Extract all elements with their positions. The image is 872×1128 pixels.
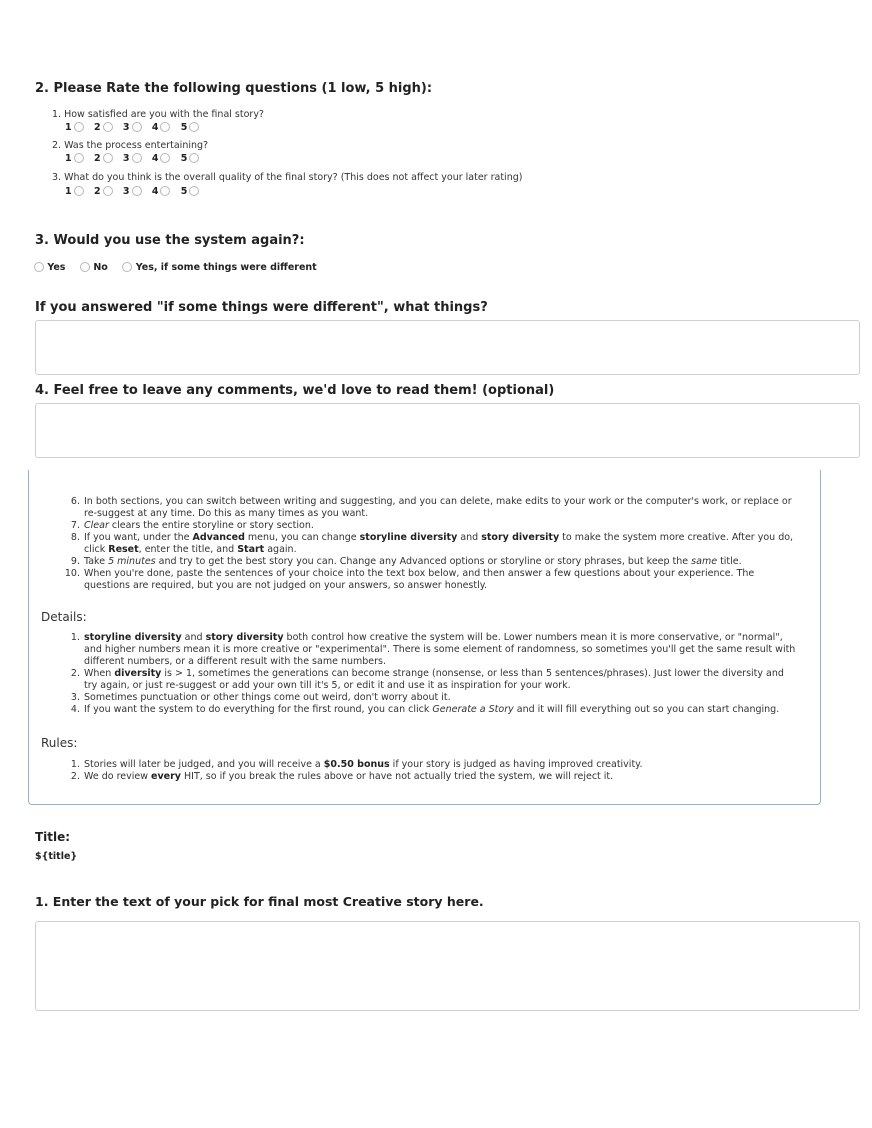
instructions-panel — [28, 470, 821, 805]
text: When — [84, 668, 115, 679]
q2-scale-2 — [65, 153, 206, 164]
list-item — [59, 520, 819, 532]
rating-radio-4[interactable] — [160, 122, 170, 132]
bold-text: Start — [237, 544, 265, 555]
scale-label: 1 — [65, 153, 72, 164]
q3-title: 3. Would you use the system again?: — [35, 233, 305, 248]
bold-text: story diversity — [481, 532, 560, 543]
rating-radio-1[interactable] — [74, 122, 84, 132]
item-number: 1. — [70, 632, 80, 643]
text: clears the entire storyline or story section. — [108, 520, 314, 531]
q4-title: 4. Feel free to leave any comments, we'd love to read them! (optional) — [35, 383, 555, 398]
radio-icon[interactable] — [34, 262, 44, 272]
bold-text: storyline diversity — [359, 532, 458, 543]
scale-label: 2 — [93, 153, 101, 164]
rating-radio-1[interactable] — [74, 186, 84, 196]
scale-label: 5 — [180, 122, 188, 133]
scale-label: 3 — [122, 122, 130, 133]
italic-text: Clear — [84, 520, 109, 531]
rating-radio-1[interactable] — [74, 153, 84, 163]
rating-radio-5[interactable] — [189, 122, 199, 132]
text: If you want, under the — [84, 532, 193, 543]
text: Stories will later be judged, and you will receive a — [84, 759, 324, 770]
item-number: 1. — [70, 759, 80, 770]
q1-title: 1. Enter the text of your pick for final most Creative story here. — [35, 894, 484, 909]
scale-label: 4 — [151, 122, 159, 133]
rating-radio-2[interactable] — [103, 153, 113, 163]
italic-text: 5 minutes — [108, 556, 156, 567]
text: and try to get the best story you can. Change any Advanced options or storyline or story phrases, but keep the — [155, 556, 692, 567]
bold-text: Advanced — [192, 532, 245, 543]
bold-text: story diversity — [205, 632, 284, 643]
scale-label: 5 — [180, 153, 188, 164]
option-yes[interactable] — [34, 262, 65, 273]
item-number: 4. — [70, 704, 80, 715]
scale-label: 2 — [93, 122, 101, 133]
option-yes-if-different[interactable] — [122, 262, 316, 273]
details-label: Details: — [41, 610, 87, 624]
scale-label: 3 — [122, 186, 130, 197]
bold-text: Reset — [108, 544, 139, 555]
text: and — [181, 632, 206, 643]
radio-icon[interactable] — [122, 262, 132, 272]
scale-label: 1 — [65, 186, 72, 197]
text: both control how creative the system will be. Lower numbers mean it is more conservative, or "normal", — [283, 632, 783, 643]
rating-radio-3[interactable] — [132, 122, 142, 132]
line: questions are required, but you are not judged on your answers, so answer honestly. — [84, 580, 488, 591]
rating-radio-4[interactable] — [160, 153, 170, 163]
title-label: Title: — [35, 830, 71, 844]
scale-label: 4 — [151, 186, 159, 197]
text: HIT, so if you break the rules above or have not actually tried the system, we will reject it. — [180, 771, 614, 782]
text: if your story is judged as having improved creativity. — [389, 759, 643, 770]
italic-text: same — [691, 556, 718, 567]
line: re-suggest at any time. Do this as many times as you want. — [84, 508, 369, 519]
item-number: 7. — [70, 520, 80, 531]
line: try again, or just re-suggest or add your own till it's 5, or edit it and use it as inspiration for your work. — [84, 680, 571, 691]
steps-list — [59, 496, 819, 592]
list-item — [59, 556, 819, 568]
details-list — [59, 632, 819, 716]
line: In both sections, you can switch between writing and suggesting, and you can delete, make edits to your work or the computer's work, or replace or — [84, 496, 792, 507]
bold-text: every — [151, 771, 181, 782]
scale-label: 3 — [122, 153, 130, 164]
item-number: 10. — [64, 568, 80, 579]
bold-text: $0.50 bonus — [323, 759, 390, 770]
what-things-textarea[interactable] — [35, 320, 860, 375]
q2-title: 2. Please Rate the following questions (1 low, 5 high): — [35, 81, 433, 96]
bold-text: diversity — [114, 668, 162, 679]
scale-label: 5 — [180, 186, 188, 197]
list-item — [59, 632, 819, 668]
q2-item-3: 3. What do you think is the overall quality of the final story? (This does not affect your later rating) — [52, 172, 523, 183]
story-textarea[interactable] — [35, 921, 860, 1011]
item-number: 2. — [70, 771, 80, 782]
option-label: No — [93, 262, 108, 273]
text: We do review — [84, 771, 152, 782]
q2-scale-1 — [65, 122, 206, 133]
list-item — [59, 668, 819, 692]
text: and — [457, 532, 482, 543]
line: When you're done, paste the sentences of your choice into the text box below, and then answer a few questions about your experience. The — [84, 568, 755, 579]
list-item — [59, 759, 819, 771]
text: to make the system more creative. After you do, — [559, 532, 794, 543]
q2-item-1: 1. How satisfied are you with the final story? — [52, 109, 264, 120]
q2-item-2: 2. Was the process entertaining? — [52, 140, 209, 151]
q3-options — [34, 262, 317, 273]
rating-radio-2[interactable] — [103, 122, 113, 132]
text: Sometimes punctuation or other things come out weird, don't worry about it. — [84, 692, 451, 703]
text: , enter the title, and — [138, 544, 238, 555]
list-item — [59, 704, 819, 716]
radio-icon[interactable] — [80, 262, 90, 272]
option-label: Yes — [47, 262, 66, 273]
text: and it will fill everything out so you can start changing. — [513, 704, 780, 715]
item-number: 2. — [70, 668, 80, 679]
text: menu, you can change — [244, 532, 360, 543]
text: If you want the system to do everything for the first round, you can click — [84, 704, 433, 715]
rating-radio-5[interactable] — [189, 186, 199, 196]
text: Take — [84, 556, 109, 567]
scale-label: 4 — [151, 153, 159, 164]
rating-radio-4[interactable] — [160, 186, 170, 196]
comments-textarea[interactable] — [35, 403, 860, 458]
rating-radio-2[interactable] — [103, 186, 113, 196]
italic-text: Generate a Story — [432, 704, 514, 715]
q2-scale-3 — [65, 186, 206, 197]
item-number: 9. — [70, 556, 80, 567]
list-item — [59, 532, 819, 556]
rating-radio-3[interactable] — [132, 186, 142, 196]
title-value: ${title} — [35, 851, 78, 862]
rating-radio-5[interactable] — [189, 153, 199, 163]
rating-radio-3[interactable] — [132, 153, 142, 163]
scale-label: 1 — [65, 122, 72, 133]
list-item — [59, 496, 819, 520]
rules-label: Rules: — [41, 736, 78, 750]
bold-text: storyline diversity — [84, 632, 182, 643]
list-item — [59, 568, 819, 592]
q3b-title: If you answered "if some things were different", what things? — [35, 300, 488, 315]
item-number: 8. — [70, 532, 80, 543]
text: click — [84, 544, 109, 555]
scale-label: 2 — [93, 186, 101, 197]
line: and higher numbers mean it is more creative or "experimental". There is some element of randomness, so sometimes you'll get the same result with — [84, 644, 796, 655]
item-number: 6. — [70, 496, 80, 507]
list-item — [59, 692, 819, 704]
rules-list — [59, 759, 819, 783]
text: title. — [717, 556, 742, 567]
item-number: 3. — [70, 692, 80, 703]
option-label: Yes, if some things were different — [135, 262, 317, 273]
list-item — [59, 771, 819, 783]
option-no[interactable] — [80, 262, 108, 273]
text: is > 1, sometimes the generations can become strange (nonsense, or less than 5 sentences/phrases). Just lower the diversity and — [161, 668, 784, 679]
text: again. — [264, 544, 297, 555]
line: different numbers, or a different result with the same numbers. — [84, 656, 386, 667]
